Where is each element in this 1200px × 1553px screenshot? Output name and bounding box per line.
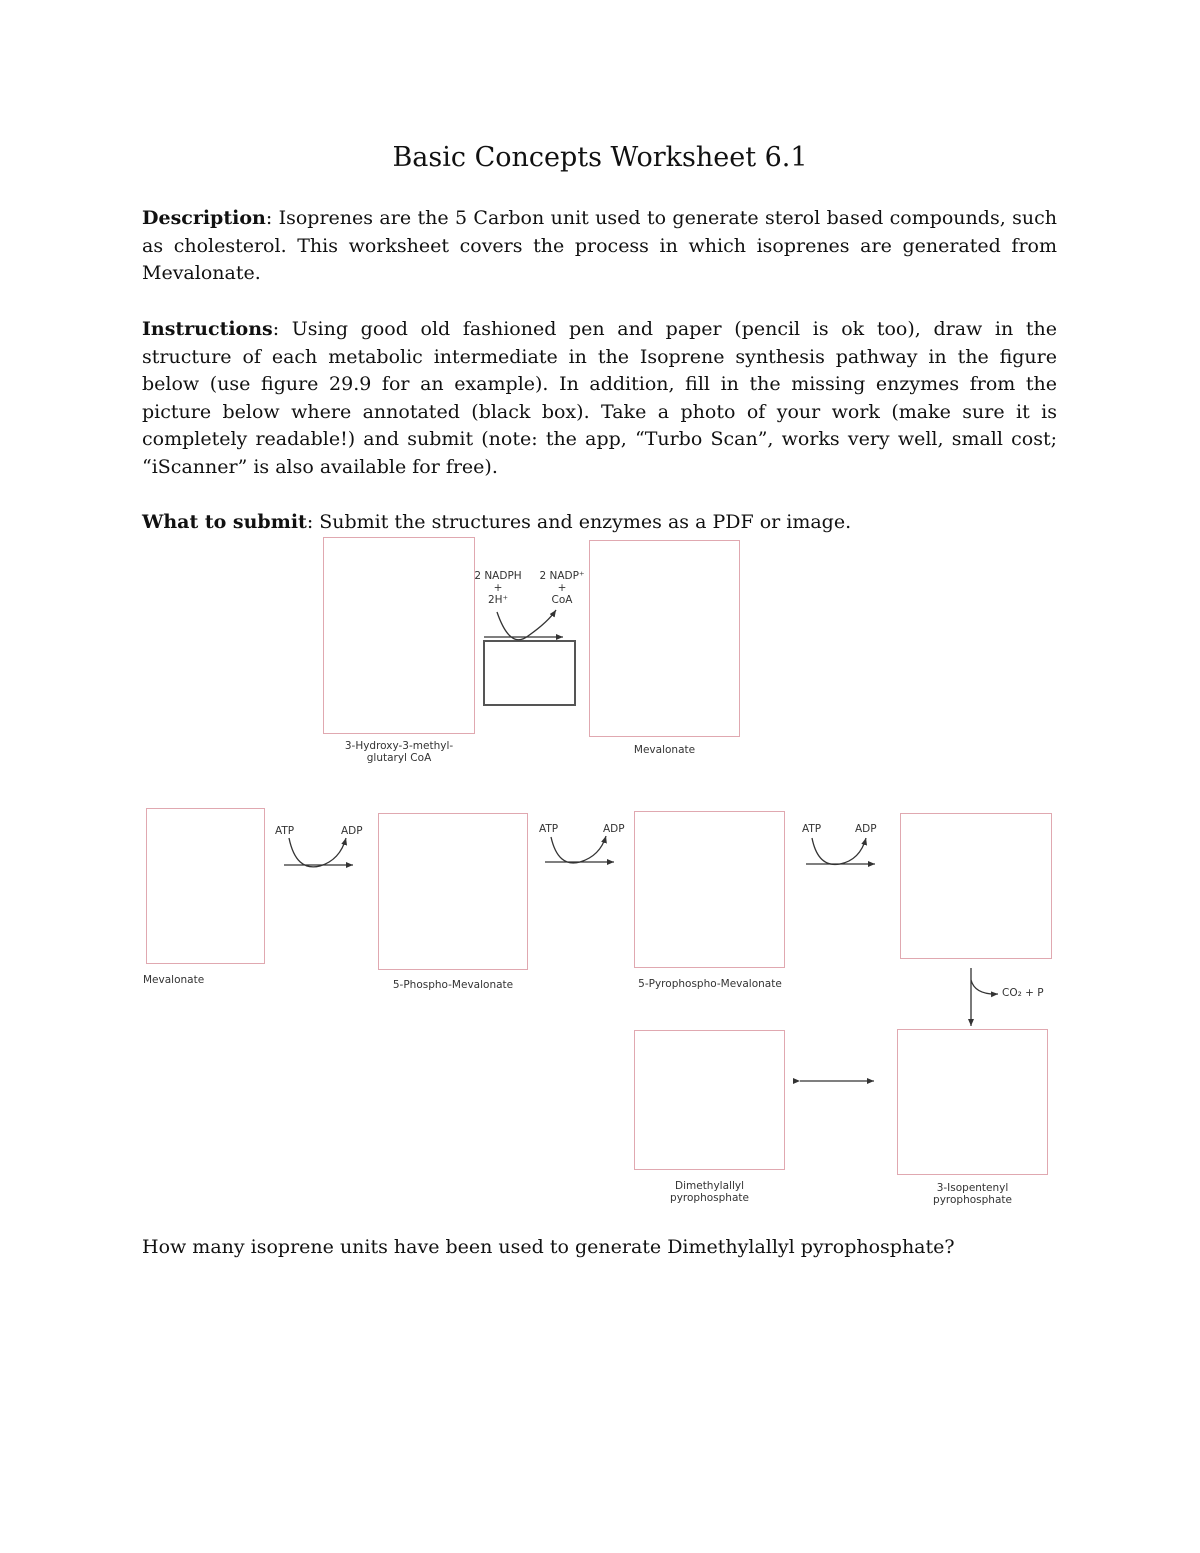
page-title: Basic Concepts Worksheet 6.1 (392, 142, 808, 173)
description-text: : Isoprenes are the 5 Carbon unit used to generate sterol based compounds, such as cholesterol. This worksheet covers the process in which isoprenes are generated from Mevalonate. (142, 207, 1057, 285)
structure-box-hmg-coa (323, 537, 475, 734)
curve-nadph (497, 610, 556, 640)
structure-box-isopentenyl-pp (897, 1029, 1048, 1175)
cofactor-in: 2 NADPH + 2H⁺ (474, 570, 522, 606)
label-isopentenyl-pp: 3-Isopentenyl pyrophosphate (933, 1182, 1012, 1206)
submit-text: : Submit the structures and enzymes as a PDF or image. (306, 511, 852, 533)
atp-label-3: ATP (802, 823, 822, 835)
atp-label-2: ATP (539, 823, 559, 835)
instructions-paragraph (142, 316, 1057, 482)
submit-paragraph (142, 509, 1057, 537)
label-mevalonate-top: Mevalonate (633, 744, 696, 756)
structure-box-5-pyrophospho-mevalonate (634, 811, 785, 968)
question-text: How many isoprene units have been used to generate Dimethylallyl pyrophosphate? (142, 1236, 955, 1258)
instructions-text: : Using good old fashioned pen and paper (pencil is ok too), draw in the structure of each metabolic intermediate in the Isoprene synthesis pathway in the figure below (use figure 29.9 for an example). In addition, fill in the missing enzymes from the picture below where annotated (black box). Take a photo of your work (make sure it is completely readable!) and submit (note: the app, “Turbo Scan”, works very well, small cost; “iScanner” is also available for free). (142, 318, 1057, 478)
curve-decarb (971, 980, 998, 994)
label-dimethylallyl-pp: Dimethylallyl pyrophosphate (670, 1180, 749, 1204)
description-label: Description (142, 207, 266, 229)
structure-box-dimethylallyl-pp (634, 1030, 785, 1170)
label-hmg-coa: 3-Hydroxy-3-methyl- glutaryl CoA (344, 740, 454, 764)
atp-label-1: ATP (275, 825, 295, 837)
structure-box-5-phospho-mevalonate (378, 813, 528, 970)
adp-label-1: ADP (341, 825, 363, 837)
label-5-phospho-mevalonate: 5-Phospho-Mevalonate (392, 979, 514, 991)
structure-box-mevalonate (146, 808, 265, 964)
curve-atp-2 (551, 836, 606, 863)
curve-atp-1 (289, 838, 346, 867)
label-mevalonate: Mevalonate (143, 974, 205, 986)
structure-box-mevalonate-top (589, 540, 740, 737)
description-paragraph (142, 205, 1057, 288)
adp-label-2: ADP (603, 823, 625, 835)
enzyme-box (483, 640, 576, 706)
instructions-label: Instructions (142, 318, 273, 340)
adp-label-3: ADP (855, 823, 877, 835)
label-5-pyrophospho-mevalonate: 5-Pyrophospho-Mevalonate (638, 978, 782, 990)
decarb-label: CO₂ + P (1002, 987, 1044, 999)
submit-label: What to submit (142, 511, 307, 533)
curve-atp-3 (812, 838, 866, 864)
structure-box-decarb-product (900, 813, 1052, 959)
cofactor-out: 2 NADP⁺ + CoA (539, 570, 585, 606)
